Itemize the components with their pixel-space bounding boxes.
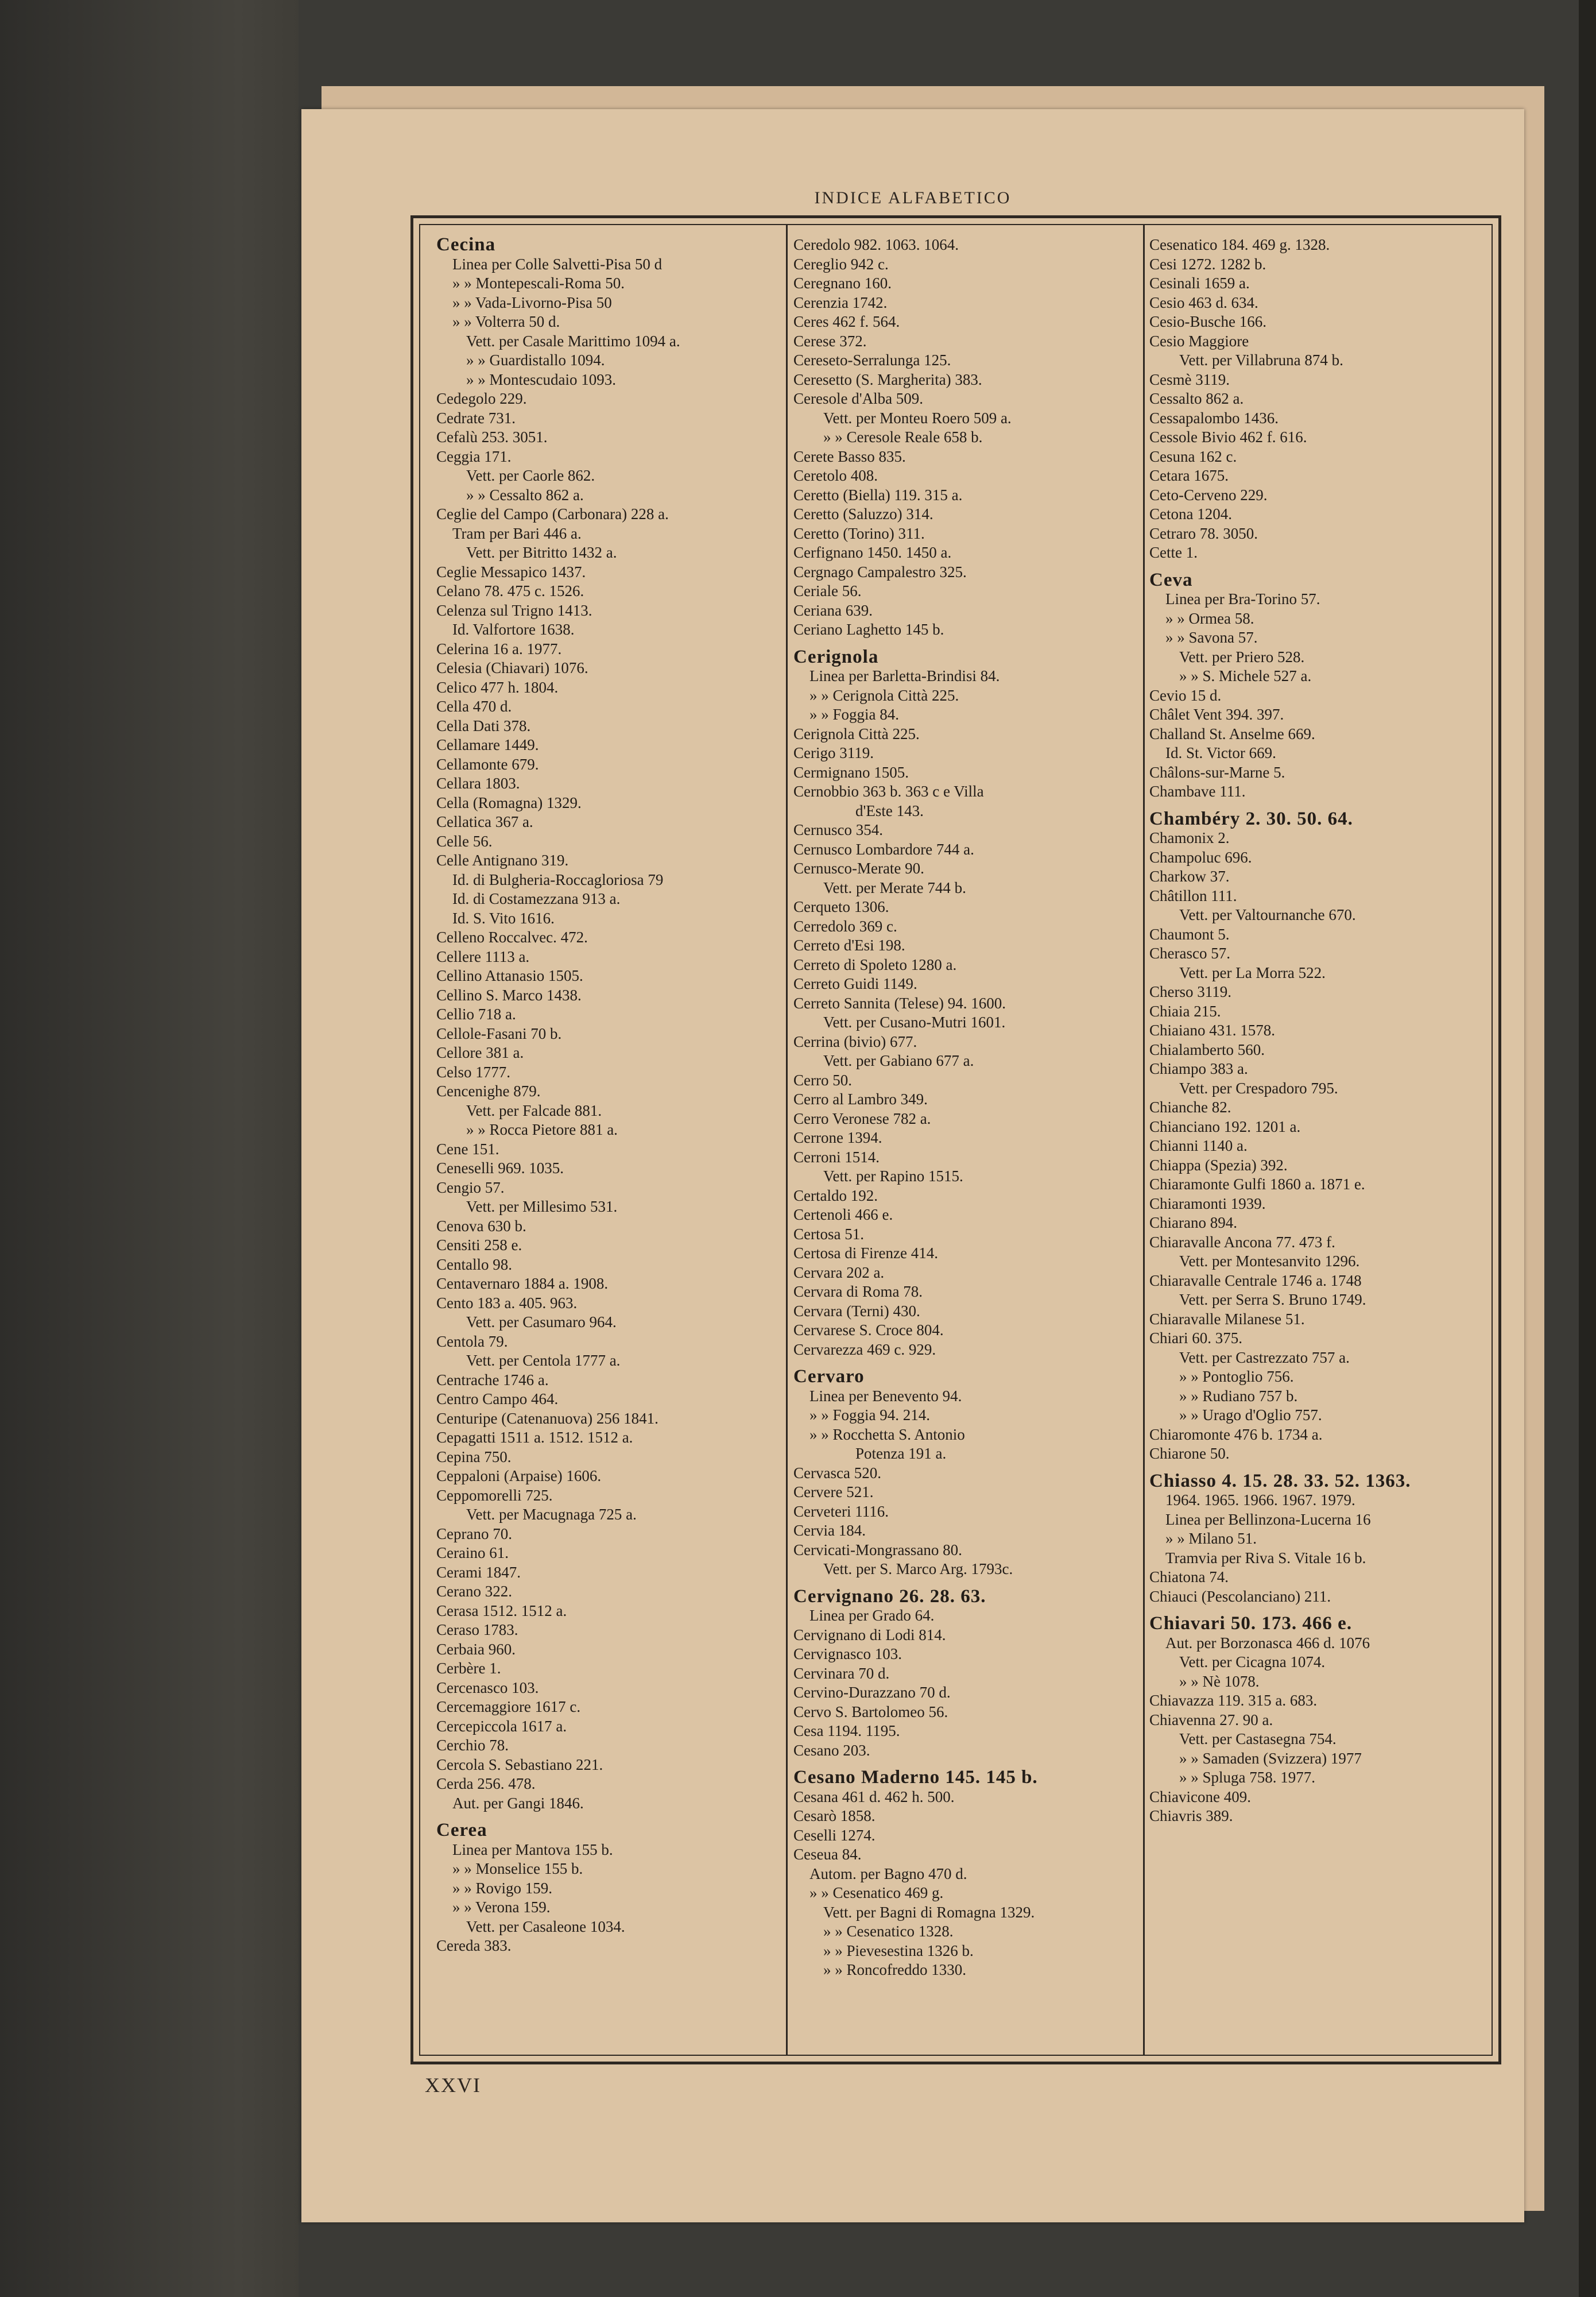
index-entry: Chiavazza 119. 315 a. 683.	[1149, 1692, 1318, 1709]
index-entry: Cermignano 1505.	[793, 763, 909, 781]
index-entry: Cerasa 1512. 1512 a.	[436, 1602, 567, 1619]
index-entry: Châlet Vent 394. 397.	[1149, 706, 1284, 723]
index-entry: Certosa di Firenze 414.	[793, 1244, 938, 1262]
index-entry: Châlons-sur-Marne 5.	[1149, 763, 1285, 781]
index-entry: Cerrone 1394.	[793, 1129, 882, 1146]
index-entry: Cereseto-Serralunga 125.	[793, 351, 951, 369]
index-entry: Chiaravalle Centrale 1746 a. 1748	[1149, 1271, 1362, 1289]
index-entry: Vett. per Falcade 881.	[466, 1101, 602, 1119]
index-entry: Cerreto Guidi 1149.	[793, 975, 917, 992]
index-entry: Ceppaloni (Arpaise) 1606.	[436, 1467, 602, 1484]
index-entry: Ceretto (Torino) 311.	[793, 524, 925, 542]
index-entry: Ceraino 61.	[436, 1544, 509, 1561]
index-entry: Cerro Veronese 782 a.	[793, 1109, 931, 1127]
index-entry: Vett. per Castasegna 754.	[1179, 1730, 1337, 1747]
index-entry: Cerda 256. 478.	[436, 1775, 536, 1792]
index-entry: Cervara 202 a.	[793, 1263, 885, 1281]
index-entry: Chiaravalle Milanese 51.	[1149, 1310, 1305, 1328]
index-entry: Vett. per Rapino 1515.	[823, 1167, 963, 1185]
index-entry: Cervicati-Mongrassano 80.	[793, 1541, 962, 1559]
index-entry: Cerano 322.	[436, 1583, 512, 1600]
index-entry: Cesmè 3119.	[1149, 370, 1230, 388]
index-entry: Cerbaia 960.	[436, 1640, 516, 1658]
index-entry: » » Monselice 155 b.	[452, 1860, 583, 1877]
index-entry: Id. St. Victor 669.	[1165, 744, 1276, 761]
index-entry: Chiaiano 431. 1578.	[1149, 1022, 1275, 1039]
index-entry: Cessapalombo 1436.	[1149, 409, 1279, 427]
index-entry: Celleno Roccalvec. 472.	[436, 929, 588, 946]
index-entry: » » Roncofreddo 1330.	[823, 1961, 966, 1978]
index-entry: Cernusco Lombardore 744 a.	[793, 840, 974, 858]
index-entry: Cette 1.	[1149, 544, 1198, 561]
book-page	[301, 109, 1524, 2222]
page-number: XXVI	[425, 2074, 481, 2097]
index-entry: Cessole Bivio 462 f. 616.	[1149, 428, 1307, 446]
index-entry: Vett. per Bagni di Romagna 1329.	[823, 1903, 1035, 1921]
index-entry: Cesio 463 d. 634.	[1149, 293, 1258, 311]
index-entry: Vett. per Valtournanche 670.	[1179, 906, 1356, 923]
index-entry: Linea per Grado 64.	[809, 1607, 935, 1624]
index-entry: Cene 151.	[436, 1140, 499, 1158]
index-entry: Cervara (Terni) 430.	[793, 1302, 920, 1320]
index-entry: Cerreto d'Esi 198.	[793, 937, 905, 954]
index-entry: Cesana 461 d. 462 h. 500.	[793, 1788, 955, 1805]
index-entry: Vett. per Priero 528.	[1179, 648, 1305, 666]
index-heading: Ceva	[1149, 569, 1193, 590]
index-entry: Cellara 1803.	[436, 775, 520, 792]
index-entry: Ceseua 84.	[793, 1846, 862, 1863]
index-entry: Cerveteri 1116.	[793, 1502, 889, 1520]
index-entry: Cepagatti 1511 a. 1512. 1512 a.	[436, 1429, 633, 1446]
index-entry: Cerrina (bivio) 677.	[793, 1033, 917, 1050]
index-entry: Chiaramonte Gulfi 1860 a. 1871 e.	[1149, 1175, 1365, 1193]
index-entry: Vett. per Bitritto 1432 a.	[466, 544, 617, 561]
index-entry: Id. S. Vito 1616.	[452, 909, 555, 927]
index-entry: » » Montescudaio 1093.	[466, 370, 616, 388]
index-entry: Linea per Bra-Torino 57.	[1165, 590, 1320, 608]
index-entry: Cesio Maggiore	[1149, 332, 1249, 350]
index-entry: Châtillon 111.	[1149, 887, 1237, 904]
index-heading: Chambéry 2. 30. 50. 64.	[1149, 808, 1353, 829]
index-entry: Cesarò 1858.	[793, 1807, 876, 1824]
index-entry: Ceresetto (S. Margherita) 383.	[793, 370, 982, 388]
index-entry: Cellino Attanasio 1505.	[436, 967, 583, 984]
index-entry: » » Cesenatico 1328.	[823, 1923, 954, 1940]
index-entry: Chiavenna 27. 90 a.	[1149, 1711, 1273, 1728]
index-entry: Chambave 111.	[1149, 783, 1246, 800]
index-entry: Tramvia per Riva S. Vitale 16 b.	[1165, 1549, 1366, 1567]
index-entry: Ceriano Laghetto 145 b.	[793, 621, 944, 638]
index-entry: Linea per Bellinzona-Lucerna 16	[1165, 1510, 1371, 1528]
index-entry: Cervara di Roma 78.	[793, 1283, 923, 1300]
index-entry: Ceresole d'Alba 509.	[793, 390, 924, 407]
index-entry: Cepina 750.	[436, 1448, 512, 1465]
index-entry: Centro Campo 464.	[436, 1390, 559, 1407]
index-entry: Cerfignano 1450. 1450 a.	[793, 544, 952, 561]
index-entry: Ceselli 1274.	[793, 1826, 876, 1844]
index-entry: Cetona 1204.	[1149, 505, 1232, 523]
index-entry: Potenza 191 a.	[855, 1445, 947, 1462]
index-entry: Vett. per Casaleone 1034.	[466, 1917, 625, 1935]
index-entry: Cerreto Sannita (Telese) 94. 1600.	[793, 994, 1006, 1012]
index-entry: » » Spluga 758. 1977.	[1179, 1769, 1316, 1786]
index-entry: Cencenighe 879.	[436, 1082, 541, 1100]
index-entry: Cellole-Fasani 70 b.	[436, 1024, 562, 1042]
index-entry: Centuripe (Catenanuova) 256 1841.	[436, 1409, 658, 1427]
index-entry: Cervignasco 103.	[793, 1645, 902, 1662]
index-entry: » » Pontoglio 756.	[1179, 1368, 1294, 1385]
index-entry: Cherso 3119.	[1149, 983, 1231, 1000]
index-entry: d'Este 143.	[855, 802, 924, 819]
index-entry: Chiaravalle Ancona 77. 473 f.	[1149, 1233, 1335, 1251]
index-entry: Cercola S. Sebastiano 221.	[436, 1755, 603, 1773]
index-entry: Ceretolo 408.	[793, 467, 878, 484]
index-entry: Celano 78. 475 c. 1526.	[436, 582, 584, 600]
index-entry: 1964. 1965. 1966. 1967. 1979.	[1165, 1491, 1355, 1509]
index-entry: Cercemaggiore 1617 c.	[436, 1698, 581, 1715]
index-entry: Chiavris 389.	[1149, 1807, 1233, 1824]
index-entry: Cella (Romagna) 1329.	[436, 794, 582, 811]
index-entry: » » Guardistallo 1094.	[466, 351, 605, 369]
index-entry: Cellamare 1449.	[436, 736, 539, 753]
index-entry: » » Samaden (Svizzera) 1977	[1179, 1749, 1362, 1767]
index-entry: Cedrate 731.	[436, 409, 516, 427]
index-entry: Ceretto (Saluzzo) 314.	[793, 505, 933, 523]
index-entry: Vett. per Caorle 862.	[466, 467, 595, 484]
index-entry: Chiarano 894.	[1149, 1214, 1237, 1231]
index-entry: » » Pievesestina 1326 b.	[823, 1942, 974, 1959]
index-entry: Aut. per Gangi 1846.	[452, 1794, 584, 1812]
index-entry: Chianni 1140 a.	[1149, 1137, 1248, 1154]
index-entry: Vett. per Gabiano 677 a.	[823, 1052, 974, 1069]
index-entry: Chianche 82.	[1149, 1099, 1231, 1116]
index-entry: Linea per Mantova 155 b.	[452, 1840, 613, 1858]
index-entry: Cenova 630 b.	[436, 1217, 526, 1235]
index-entry: Vett. per Millesimo 531.	[466, 1198, 618, 1215]
index-entry: Chiaramonti 1939.	[1149, 1194, 1266, 1212]
index-entry: Cefalù 253. 3051.	[436, 428, 548, 446]
index-entry: Id. di Bulgheria-Roccagloriosa 79	[452, 871, 664, 888]
index-entry: Vett. per Villabruna 874 b.	[1179, 351, 1343, 369]
index-entry: Cervia 184.	[793, 1522, 866, 1539]
index-entry: Champoluc 696.	[1149, 848, 1252, 866]
index-entry: Cervo S. Bartolomeo 56.	[793, 1703, 948, 1720]
index-entry: » » Ceresole Reale 658 b.	[823, 428, 983, 446]
index-heading: Cervignano 26. 28. 63.	[793, 1586, 986, 1607]
index-frame-inner	[419, 224, 1493, 2056]
index-entry: Ceraso 1783.	[436, 1621, 518, 1638]
index-entry: Cerbère 1.	[436, 1660, 501, 1677]
index-heading: Chiasso 4. 15. 28. 33. 52. 1363.	[1149, 1470, 1411, 1491]
index-entry: Cella Dati 378.	[436, 717, 531, 734]
index-entry: Cetraro 78. 3050.	[1149, 524, 1258, 542]
index-entry: Certenoli 466 e.	[793, 1206, 893, 1223]
page-header: INDICE ALFABETICO	[814, 188, 1012, 207]
index-heading: Cervaro	[793, 1366, 865, 1387]
index-entry: Cerigo 3119.	[793, 744, 874, 761]
index-entry: Ceto-Cerveno 229.	[1149, 486, 1268, 504]
index-entry: Vett. per Macugnaga 725 a.	[466, 1506, 637, 1523]
index-entry: Vett. per Montesanvito 1296.	[1179, 1252, 1360, 1270]
index-entry: » » Rovigo 159.	[452, 1879, 553, 1897]
index-entry: Vett. per Cicagna 1074.	[1179, 1653, 1326, 1670]
index-entry: Cernusco 354.	[793, 821, 883, 838]
scan-edge-right	[1579, 0, 1596, 2297]
index-entry: Cerami 1847.	[436, 1563, 521, 1581]
index-entry: Cerroni 1514.	[793, 1148, 880, 1166]
index-entry: Celerina 16 a. 1977.	[436, 640, 562, 658]
index-entry: Chiatona 74.	[1149, 1568, 1229, 1586]
index-entry: Linea per Colle Salvetti-Pisa 50 d	[452, 255, 663, 273]
index-entry: Cellatica 367 a.	[436, 813, 533, 830]
index-entry: Vett. per Centola 1777 a.	[466, 1352, 621, 1369]
scan-background	[0, 0, 299, 2297]
index-entry: Chamonix 2.	[1149, 829, 1230, 846]
index-entry: Cerignola Città 225.	[793, 725, 920, 743]
index-entry: » » Verona 159.	[452, 1898, 551, 1916]
index-entry: Chiarone 50.	[1149, 1445, 1230, 1462]
index-entry: Cervarezza 469 c. 929.	[793, 1340, 936, 1358]
index-entry: Censiti 258 e.	[436, 1236, 522, 1254]
index-entry: » » Savona 57.	[1165, 629, 1258, 646]
index-entry: Cerete Basso 835.	[793, 447, 906, 465]
index-entry: Celesia (Chiavari) 1076.	[436, 659, 588, 676]
index-column-2	[793, 235, 1144, 2049]
index-heading: Cerignola	[793, 646, 879, 667]
index-frame	[410, 215, 1501, 2064]
index-entry: Cervere 521.	[793, 1483, 874, 1501]
index-entry: Cedegolo 229.	[436, 390, 527, 407]
index-entry: Centavernaro 1884 a. 1908.	[436, 1275, 609, 1292]
index-entry: Cereda 383.	[436, 1937, 512, 1954]
index-entry: Chiauci (Pescolanciano) 211.	[1149, 1587, 1331, 1605]
index-entry: Cervignano di Lodi 814.	[793, 1626, 946, 1644]
index-entry: Cellere 1113 a.	[436, 948, 530, 965]
index-entry: Vett. per Crespadoro 795.	[1179, 1079, 1338, 1097]
index-entry: » » Rocca Pietore 881 a.	[466, 1121, 618, 1138]
index-entry: Chiaia 215.	[1149, 1002, 1221, 1020]
index-column-1	[436, 235, 787, 2049]
index-entry: » » Nè 1078.	[1179, 1672, 1260, 1690]
index-entry: Vett. per La Morra 522.	[1179, 964, 1326, 981]
index-entry: Cesi 1272. 1282 b.	[1149, 255, 1266, 273]
index-entry: Id. Valfortore 1638.	[452, 621, 575, 638]
index-entry: Cerese 372.	[793, 332, 867, 350]
index-entry: Tram per Bari 446 a.	[452, 524, 582, 542]
index-entry: Cereglio 942 c.	[793, 255, 889, 273]
index-entry: Cercepiccola 1617 a.	[436, 1717, 567, 1735]
index-entry: Ceredolo 982. 1063. 1064.	[793, 236, 959, 253]
index-entry: Cergnago Campalestro 325.	[793, 563, 967, 581]
index-entry: » » S. Michele 527 a.	[1179, 667, 1312, 685]
index-entry: Cervarese S. Croce 804.	[793, 1321, 944, 1339]
index-entry: Cellamonte 679.	[436, 755, 539, 773]
index-entry: Cevio 15 d.	[1149, 686, 1222, 704]
index-entry: Cervino-Durazzano 70 d.	[793, 1684, 951, 1701]
index-entry: Cesa 1194. 1195.	[793, 1722, 900, 1739]
index-entry: Cerreto di Spoleto 1280 a.	[793, 956, 957, 973]
index-entry: Linea per Benevento 94.	[809, 1387, 962, 1405]
index-entry: Linea per Barletta-Brindisi 84.	[809, 667, 1000, 685]
index-entry: Cerenzia 1742.	[793, 293, 888, 311]
index-entry: Vett. per Monteu Roero 509 a.	[823, 409, 1012, 427]
index-entry: Aut. per Borzonasca 466 d. 1076	[1165, 1634, 1370, 1652]
index-entry: Cetara 1675.	[1149, 467, 1229, 484]
index-entry: » » Cessalto 862 a.	[466, 486, 584, 504]
index-entry: Cesano 203.	[793, 1741, 870, 1759]
index-heading: Cecina	[436, 235, 496, 255]
index-entry: Chiampo 383 a.	[1149, 1060, 1248, 1077]
index-entry: Vett. per Casale Marittimo 1094 a.	[466, 332, 680, 350]
index-entry: Cesinali 1659 a.	[1149, 274, 1250, 292]
index-entry: Chianciano 192. 1201 a.	[1149, 1117, 1301, 1135]
index-entry: Ceprano 70.	[436, 1525, 512, 1542]
index-entry: Centola 79.	[436, 1332, 508, 1350]
index-heading: Cesano Maderno 145. 145 b.	[793, 1767, 1038, 1788]
index-heading: Chiavari 50. 173. 466 e.	[1149, 1613, 1353, 1634]
index-entry: Certosa 51.	[793, 1225, 864, 1243]
index-entry: Ceggia 171.	[436, 447, 512, 465]
index-entry: Vett. per Castrezzato 757 a.	[1179, 1348, 1350, 1366]
index-entry: Ceretto (Biella) 119. 315 a.	[793, 486, 963, 504]
index-entry: Celle 56.	[436, 832, 493, 850]
index-entry: Charkow 37.	[1149, 868, 1230, 885]
index-entry: Ceriana 639.	[793, 601, 873, 619]
index-entry: » » Vada-Livorno-Pisa 50	[452, 293, 612, 311]
index-entry: Cessalto 862 a.	[1149, 390, 1244, 407]
index-entry: Ceres 462 f. 564.	[793, 313, 900, 330]
index-entry: Cellio 718 a.	[436, 1006, 516, 1023]
index-entry: Vett. per Cusano-Mutri 1601.	[823, 1014, 1006, 1031]
index-entry: Cellore 381 a.	[436, 1044, 524, 1061]
index-entry: Chiappa (Spezia) 392.	[1149, 1156, 1288, 1174]
index-entry: Cernobbio 363 b. 363 c e Villa	[793, 783, 984, 800]
index-entry: » » Foggia 94. 214.	[809, 1406, 931, 1424]
index-entry: Cerqueto 1306.	[793, 898, 889, 915]
index-entry: Chiavicone 409.	[1149, 1788, 1251, 1805]
index-entry: Cervinara 70 d.	[793, 1664, 890, 1682]
index-entry: » » Ormea 58.	[1165, 609, 1254, 627]
index-entry: Ceglie Messapico 1437.	[436, 563, 586, 581]
index-entry: Chiari 60. 375.	[1149, 1329, 1242, 1347]
index-entry: Cesuna 162 c.	[1149, 447, 1237, 465]
index-entry: » » Milano 51.	[1165, 1530, 1257, 1547]
index-entry: Cercenasco 103.	[436, 1679, 539, 1696]
index-entry: Centallo 98.	[436, 1255, 512, 1273]
index-entry: Vett. per Merate 744 b.	[823, 879, 966, 896]
index-entry: » » Montepescali-Roma 50.	[452, 274, 625, 292]
index-entry: Ceriale 56.	[793, 582, 862, 600]
index-entry: Ceppomorelli 725.	[436, 1486, 553, 1504]
index-entry: » » Foggia 84.	[809, 706, 900, 723]
index-entry: Cerro 50.	[793, 1071, 852, 1089]
index-entry: Centrache 1746 a.	[436, 1371, 549, 1389]
index-entry: Challand St. Anselme 669.	[1149, 725, 1315, 743]
index-entry: Celico 477 h. 1804.	[436, 678, 559, 696]
index-entry: Ceregnano 160.	[793, 274, 892, 292]
index-entry: » » Cesenatico 469 g.	[809, 1884, 944, 1901]
index-entry: Celle Antignano 319.	[436, 852, 569, 869]
index-entry: » » Rudiano 757 b.	[1179, 1387, 1298, 1405]
index-entry: Cernusco-Merate 90.	[793, 860, 924, 877]
index-entry: Cerchio 78.	[436, 1737, 509, 1754]
index-entry: Cerro al Lambro 349.	[793, 1091, 928, 1108]
index-entry: Celso 1777.	[436, 1063, 511, 1081]
index-entry: » » Rocchetta S. Antonio	[809, 1425, 965, 1443]
index-entry: Id. di Costamezzana 913 a.	[452, 890, 621, 907]
index-entry: Cerredolo 369 c.	[793, 917, 897, 935]
index-entry: Cesio-Busche 166.	[1149, 313, 1266, 330]
index-entry: Certaldo 192.	[793, 1186, 878, 1204]
index-entry: Vett. per S. Marco Arg. 1793c.	[823, 1560, 1013, 1577]
index-entry: Chiaromonte 476 b. 1734 a.	[1149, 1425, 1323, 1443]
index-entry: Vett. per Serra S. Bruno 1749.	[1179, 1291, 1366, 1308]
index-entry: Cesenatico 184. 469 g. 1328.	[1149, 236, 1330, 253]
index-entry: Vett. per Casumaro 964.	[466, 1313, 617, 1331]
index-entry: Cherasco 57.	[1149, 945, 1230, 962]
index-entry: Celenza sul Trigno 1413.	[436, 601, 592, 619]
index-entry: Cervasca 520.	[793, 1464, 881, 1482]
index-entry: Chaumont 5.	[1149, 925, 1230, 943]
index-entry: » » Cerignola Città 225.	[809, 686, 959, 704]
index-entry: Cellino S. Marco 1438.	[436, 986, 582, 1004]
index-entry: Cella 470 d.	[436, 698, 512, 715]
index-heading: Cerea	[436, 1820, 487, 1840]
index-entry: Cengio 57.	[436, 1178, 505, 1196]
index-entry: » » Urago d'Oglio 757.	[1179, 1406, 1322, 1424]
index-entry: Ceglie del Campo (Carbonara) 228 a.	[436, 505, 669, 523]
index-entry: » » Volterra 50 d.	[452, 313, 560, 330]
index-entry: Autom. per Bagno 470 d.	[809, 1865, 967, 1882]
index-column-3	[1149, 235, 1500, 2049]
index-entry: Chialamberto 560.	[1149, 1041, 1265, 1058]
index-entry: Ceneselli 969. 1035.	[436, 1159, 564, 1177]
index-entry: Cento 183 a. 405. 963.	[436, 1294, 578, 1312]
